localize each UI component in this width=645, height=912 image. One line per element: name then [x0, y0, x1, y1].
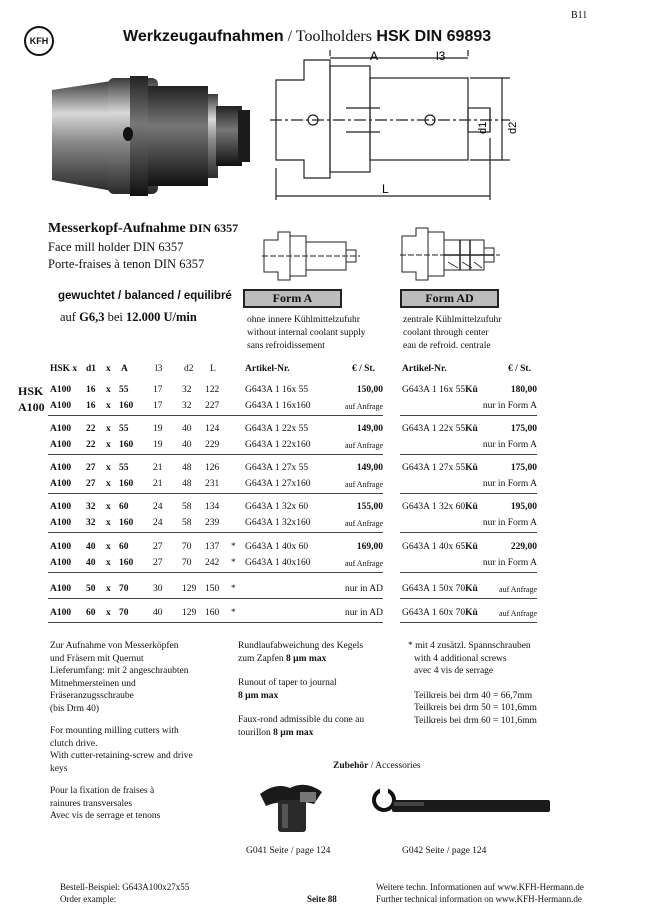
- cell-d1: 27: [86, 479, 96, 489]
- cell-d1: 50: [86, 584, 96, 594]
- footer-info: Weitere techn. Informationen auf www.KFH-Hermann.de Further technical information on www.KFH-Hermann.de: [376, 882, 584, 904]
- cell-a: 60: [119, 542, 129, 552]
- cell-star: *: [231, 608, 236, 618]
- cell-l: 124: [205, 424, 220, 434]
- row-divider: [48, 493, 383, 494]
- order-example: Bestell-Beispiel: G643A100x27x55 Order example:: [60, 882, 190, 904]
- form-a-sketch: [262, 230, 362, 282]
- cell-l3: 27: [153, 542, 163, 552]
- article-ad-number: G643A 1 60x 70: [402, 608, 466, 618]
- cell-price-a: auf Anfrage: [345, 519, 383, 528]
- cell-price-a: 149,00: [356, 463, 383, 473]
- cell-article-a: G643A 1 16x160: [245, 401, 311, 411]
- coolant-suffix: Kü: [465, 608, 478, 618]
- col-price-ad: € / St.: [508, 364, 531, 374]
- row-divider: [48, 622, 383, 623]
- col-a: A: [121, 364, 128, 374]
- cell-article-a: G643A 1 22x160: [245, 440, 311, 450]
- cell-hsk: A100: [50, 542, 72, 552]
- cell-hsk: A100: [50, 502, 72, 512]
- col-hsk: HSK x: [50, 364, 78, 374]
- cell-d1: 22: [86, 440, 96, 450]
- cell-star: *: [231, 542, 236, 552]
- cell-article-a: G643A 1 22x 55: [245, 424, 309, 434]
- balance-speed: auf G6,3 bei 12.000 U/min: [60, 310, 197, 324]
- cell-d2: 48: [182, 463, 192, 473]
- form-ad-sketch: [400, 222, 505, 286]
- cell-l3: 24: [153, 502, 163, 512]
- cell-price-ad: auf Anfrage: [499, 585, 537, 594]
- cell-d2: 32: [182, 401, 192, 411]
- cell-l3: 21: [153, 479, 163, 489]
- row-divider: [48, 598, 383, 599]
- cell-d1: 40: [86, 542, 96, 552]
- cell-d2: 48: [182, 479, 192, 489]
- cell-hsk: A100: [50, 424, 72, 434]
- cell-article-ad: [402, 584, 478, 594]
- cell-l3: 19: [153, 424, 163, 434]
- cell-price-a: auf Anfrage: [345, 480, 383, 489]
- cell-a: 60: [119, 502, 129, 512]
- toolholder-drawing: [270, 48, 530, 203]
- cell-d2: 40: [182, 440, 192, 450]
- cell-l3: 40: [153, 608, 163, 618]
- col-d2: d2: [184, 364, 194, 374]
- cell-article-a: G643A 1 40x 60: [245, 542, 309, 552]
- coolant-suffix: Kü: [465, 424, 478, 434]
- cell-price-ad: 195,00: [510, 502, 537, 512]
- cell-l: 160: [205, 608, 220, 618]
- cell-d1: 32: [86, 518, 96, 528]
- g041-caption: G041 Seite / page 124: [246, 846, 331, 856]
- form-ad-description: zentrale Kühlmittelzufuhr coolant through center eau de refroid. centrale: [403, 315, 502, 351]
- cell-d2: 58: [182, 518, 192, 528]
- cell-l: 137: [205, 542, 220, 552]
- cell-price-a: auf Anfrage: [345, 402, 383, 411]
- cell-d1: 60: [86, 608, 96, 618]
- cell-l: 242: [205, 558, 220, 568]
- cell-a: 55: [119, 385, 129, 395]
- cell-a: 160: [119, 518, 134, 528]
- col-l3: l3: [155, 364, 163, 374]
- cell-l: 134: [205, 502, 220, 512]
- col-d1: d1: [86, 364, 97, 374]
- row-divider: [48, 532, 383, 533]
- article-ad-number: G643A 1 32x 60: [402, 502, 466, 512]
- cell-article-a: G643A 1 40x160: [245, 558, 311, 568]
- section-subtitle-en: Face mill holder DIN 6357: [48, 240, 184, 254]
- cell-article-ad: [402, 502, 478, 512]
- cell-a: 160: [119, 440, 134, 450]
- section-title: Messerkopf-Aufnahme DIN 6357: [48, 221, 239, 236]
- cell-l3: 30: [153, 584, 163, 594]
- cell-l: 122: [205, 385, 220, 395]
- cell-price-a: 169,00: [356, 542, 383, 552]
- col-article-ad: Artikel-Nr.: [402, 364, 447, 374]
- cell-l3: 24: [153, 518, 163, 528]
- row-divider: [400, 415, 537, 416]
- cell-article-ad: [402, 463, 478, 473]
- cell-x: x: [106, 518, 111, 528]
- cell-l: 227: [205, 401, 220, 411]
- cell-price-a: auf Anfrage: [345, 441, 383, 450]
- cell-d2: 70: [182, 542, 192, 552]
- g042-caption: G042 Seite / page 124: [402, 846, 487, 856]
- row-divider: [400, 493, 537, 494]
- cell-l: 229: [205, 440, 220, 450]
- cell-x: x: [106, 463, 111, 473]
- accessories-title: Zubehör / Accessories: [333, 761, 421, 771]
- cell-price-ad: nur in Form A: [482, 558, 537, 568]
- toolholder-photo: [48, 76, 253, 196]
- cell-x: x: [106, 401, 111, 411]
- cell-article-a: G643A 1 32x 60: [245, 502, 309, 512]
- cell-d1: 22: [86, 424, 96, 434]
- row-divider: [400, 622, 537, 623]
- row-divider: [48, 572, 383, 573]
- cell-price-ad: nur in Form A: [482, 401, 537, 411]
- cell-price-a: nur in AD: [345, 584, 383, 594]
- col-l: L: [210, 364, 216, 374]
- cell-d1: 32: [86, 502, 96, 512]
- cell-d1: 40: [86, 558, 96, 568]
- cell-hsk: A100: [50, 558, 72, 568]
- cell-d2: 58: [182, 502, 192, 512]
- cell-star: *: [231, 558, 236, 568]
- cell-d1: 27: [86, 463, 96, 473]
- form-a-badge: Form A: [243, 289, 342, 308]
- cell-x: x: [106, 424, 111, 434]
- cell-d2: 70: [182, 558, 192, 568]
- coolant-suffix: Kü: [465, 385, 478, 395]
- g041-wing-nut-picture: [256, 778, 326, 838]
- coolant-suffix: Kü: [465, 463, 478, 473]
- cell-d2: 129: [182, 584, 197, 594]
- cell-x: x: [106, 584, 111, 594]
- cell-hsk: A100: [50, 401, 72, 411]
- cell-price-ad: 175,00: [510, 463, 537, 473]
- cell-price-ad: auf Anfrage: [499, 609, 537, 618]
- cell-x: x: [106, 385, 111, 395]
- cell-hsk: A100: [50, 479, 72, 489]
- cell-d2: 129: [182, 608, 197, 618]
- article-ad-number: G643A 1 22x 55: [402, 424, 466, 434]
- form-ad-badge: Form AD: [400, 289, 499, 308]
- cell-x: x: [106, 608, 111, 618]
- page-code: B11: [571, 10, 588, 21]
- cell-article-ad: [402, 385, 478, 395]
- cell-price-ad: nur in Form A: [482, 479, 537, 489]
- cell-price-a: nur in AD: [345, 608, 383, 618]
- cell-l3: 27: [153, 558, 163, 568]
- notes-runout: Rundlaufabweichung des Kegels zum Zapfen 8 µm max Runout of taper to journal 8 µm max Faux-rond admissible du cone au tourillon 8 µm max: [238, 641, 365, 738]
- row-divider: [48, 454, 383, 455]
- article-ad-number: G643A 1 16x 55: [402, 385, 466, 395]
- dim-d1-label: d1: [477, 121, 489, 134]
- cell-a: 55: [119, 463, 129, 473]
- col-article-a: Artikel-Nr.: [245, 364, 290, 374]
- cell-a: 160: [119, 401, 134, 411]
- coolant-suffix: Kü: [465, 542, 478, 552]
- cell-price-a: 155,00: [356, 502, 383, 512]
- cell-price-ad: 175,00: [510, 424, 537, 434]
- col-x: x: [106, 364, 111, 374]
- row-divider: [400, 454, 537, 455]
- cell-hsk: A100: [50, 584, 72, 594]
- notes-left: Zur Aufnahme von Messerköpfen und Fräsern mit Quernut Lieferumfang: mit 2 angeschraubten Mitnehmersteinen und Fräseranzugsschraube (bis Drm 40) For mounting milling cutters with clutch drive. With cutter-retaining-screw and drive keys Pour la fixation de fraises à rainures transversales Avec vis de serrage et tenons: [50, 641, 193, 821]
- side-label: HSK A100: [18, 384, 45, 414]
- cell-l3: 19: [153, 440, 163, 450]
- cell-d2: 40: [182, 424, 192, 434]
- cell-article-ad: [402, 542, 478, 552]
- balanced-label: gewuchtet / balanced / equilibré: [58, 290, 232, 302]
- cell-x: x: [106, 558, 111, 568]
- cell-star: *: [231, 584, 236, 594]
- cell-price-a: 150,00: [356, 385, 383, 395]
- cell-price-a: auf Anfrage: [345, 559, 383, 568]
- cell-price-ad: nur in Form A: [482, 440, 537, 450]
- cell-l: 231: [205, 479, 220, 489]
- coolant-suffix: Kü: [465, 502, 478, 512]
- page-title: Werkzeugaufnahmen / Toolholders HSK DIN 69893: [123, 28, 492, 45]
- cell-article-ad: [402, 608, 478, 618]
- page-number: Seite 88: [307, 894, 337, 904]
- cell-hsk: A100: [50, 608, 72, 618]
- cell-d2: 32: [182, 385, 192, 395]
- cell-article-a: G643A 1 27x160: [245, 479, 311, 489]
- cell-price-ad: 229,00: [510, 542, 537, 552]
- cell-l: 126: [205, 463, 220, 473]
- article-ad-number: G643A 1 40x 65: [402, 542, 466, 552]
- cell-x: x: [106, 502, 111, 512]
- row-divider: [400, 598, 537, 599]
- cell-price-a: 149,00: [356, 424, 383, 434]
- cell-l3: 17: [153, 385, 163, 395]
- dim-l3-label: l3: [436, 49, 446, 63]
- cell-a: 70: [119, 608, 129, 618]
- notes-right: * mit 4 zusätzl. Spannschrauben with 4 additional screws avec 4 vis de serrage Teilkreis bei drm 40 = 66,7mm Teilkreis bei drm 50 = 101,6mm Teilkreis bei drm 60 = 101,6mm: [408, 641, 537, 726]
- dim-a-label: A: [370, 49, 379, 63]
- cell-l3: 17: [153, 401, 163, 411]
- cell-l: 239: [205, 518, 220, 528]
- cell-a: 55: [119, 424, 129, 434]
- section-subtitle-fr: Porte-fraises à tenon DIN 6357: [48, 257, 205, 271]
- row-divider: [400, 572, 537, 573]
- row-divider: [400, 532, 537, 533]
- dim-d2-label: d2: [507, 121, 519, 134]
- cell-article-a: G643A 1 27x 55: [245, 463, 309, 473]
- cell-hsk: A100: [50, 385, 72, 395]
- cell-hsk: A100: [50, 518, 72, 528]
- cell-article-a: G643A 1 32x160: [245, 518, 311, 528]
- cell-x: x: [106, 479, 111, 489]
- g042-wrench-picture: [372, 788, 552, 822]
- cell-hsk: A100: [50, 440, 72, 450]
- cell-d1: 16: [86, 401, 96, 411]
- cell-article-ad: [402, 424, 478, 434]
- cell-d1: 16: [86, 385, 96, 395]
- cell-price-ad: nur in Form A: [482, 518, 537, 528]
- cell-x: x: [106, 542, 111, 552]
- cell-a: 160: [119, 558, 134, 568]
- kfh-logo: KFH: [24, 26, 54, 56]
- dim-l-label: L: [382, 182, 389, 196]
- coolant-suffix: Kü: [465, 584, 478, 594]
- cell-a: 70: [119, 584, 129, 594]
- row-divider: [48, 415, 383, 416]
- cell-l: 150: [205, 584, 220, 594]
- col-price-a: € / St.: [352, 364, 375, 374]
- cell-x: x: [106, 440, 111, 450]
- form-a-description: ohne innere Kühlmittelzufuhr without internal coolant supply sans refroidissement: [247, 315, 366, 351]
- cell-price-ad: 180,00: [510, 385, 537, 395]
- article-ad-number: G643A 1 27x 55: [402, 463, 466, 473]
- article-ad-number: G643A 1 50x 70: [402, 584, 466, 594]
- cell-article-a: G643A 1 16x 55: [245, 385, 309, 395]
- cell-a: 160: [119, 479, 134, 489]
- cell-hsk: A100: [50, 463, 72, 473]
- cell-l3: 21: [153, 463, 163, 473]
